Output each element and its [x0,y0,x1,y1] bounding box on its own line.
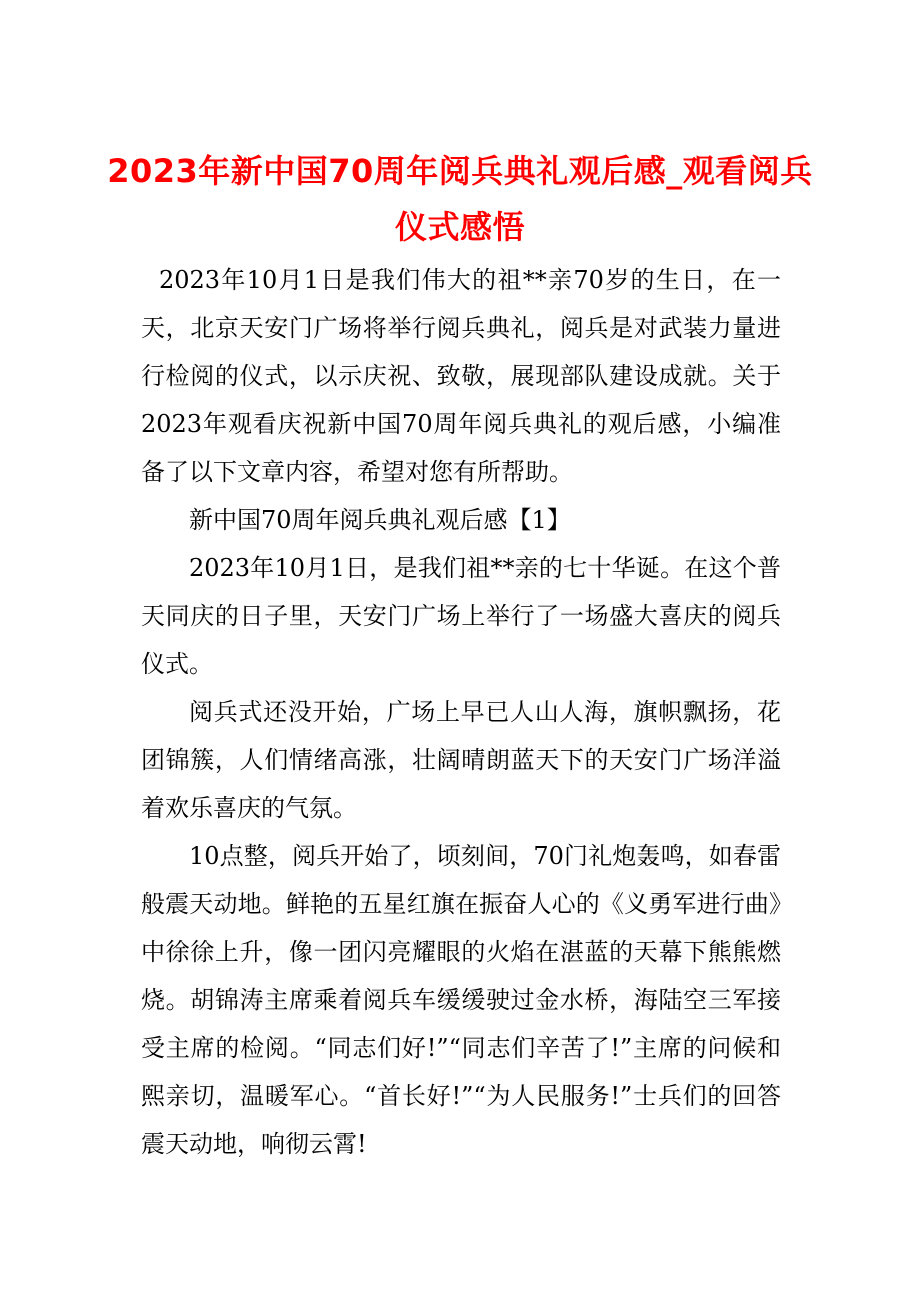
document-body [141,256,781,1168]
document-title: 2023年新中国70周年阅兵典礼观后感_观看阅兵仪式感悟 [107,152,813,246]
body-paragraph: 2023年10月1日，是我们祖**亲的七十华诞。在这个普天同庆的日子里，天安门广场上举行了一场盛大喜庆的阅兵仪式。 [141,554,781,678]
body-paragraph: 10点整，阅兵开始了，顷刻间，70门礼炮轰鸣，如春雷般震天动地。鲜艳的五星红旗在振奋人心的《义勇军进行曲》中徐徐上升，像一团闪亮耀眼的火焰在湛蓝的天幕下熊熊燃烧。胡锦涛主席乘着阅兵车缓缓驶过金水桥，海陆空三军接受主席的检阅。“同志们好!”“同志们辛苦了!”主席的问候和熙亲切，温暖军心。“首长好!”“为人民服务!”士兵们的回答震天动地，响彻云霄! [141,842,781,1158]
body-paragraph: 阅兵式还没开始，广场上早已人山人海，旗帜飘扬，花团锦簇，人们情绪高涨，壮阔晴朗蓝天下的天安门广场洋溢着欢乐喜庆的气氛。 [141,698,781,822]
section-heading: 新中国70周年阅兵典礼观后感【1】 [189,506,571,534]
intro-paragraph: 2023年10月1日是我们伟大的祖**亲70岁的生日，在一天，北京天安门广场将举行阅兵典礼，阅兵是对武装力量进行检阅的仪式，以示庆祝、致敬，展现部队建设成就。关于2023年观看庆祝新中国70周年阅兵典礼的观后感，小编准备了以下文章内容，希望对您有所帮助。 [141,266,781,486]
